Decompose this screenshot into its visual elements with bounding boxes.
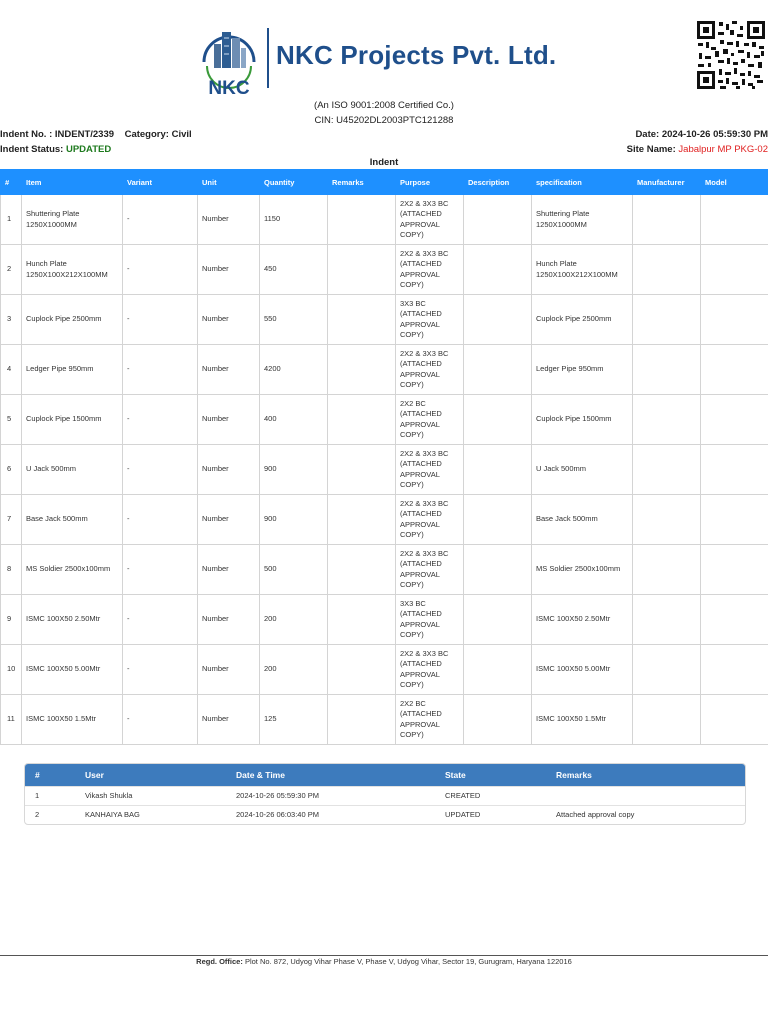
table-cell: 550: [260, 295, 328, 345]
table-cell: Cuplock Pipe 1500mm: [532, 395, 633, 445]
table-cell: [633, 645, 701, 695]
log-cell: 2: [25, 805, 75, 824]
table-cell: Ledger Pipe 950mm: [532, 345, 633, 395]
table-cell: Number: [198, 645, 260, 695]
table-cell: [464, 595, 532, 645]
table-cell: [701, 695, 768, 745]
table-cell: [328, 195, 396, 245]
column-header: #: [1, 170, 22, 195]
table-cell: -: [123, 695, 198, 745]
table-cell: -: [123, 195, 198, 245]
table-cell: 6: [1, 445, 22, 495]
table-cell: Number: [198, 345, 260, 395]
table-cell: 4200: [260, 345, 328, 395]
table-cell: 2X2 & 3X3 BC (ATTACHED APPROVAL COPY): [396, 645, 464, 695]
log-column-header: Remarks: [546, 764, 746, 786]
table-cell: [328, 395, 396, 445]
table-cell: 2X2 & 3X3 BC (ATTACHED APPROVAL COPY): [396, 345, 464, 395]
table-cell: 900: [260, 445, 328, 495]
table-row: [1, 395, 768, 445]
table-cell: [464, 395, 532, 445]
table-cell: Number: [198, 395, 260, 445]
table-cell: U Jack 500mm: [22, 445, 123, 495]
table-cell: Ledger Pipe 950mm: [22, 345, 123, 395]
log-column-header: Date & Time: [226, 764, 435, 786]
table-cell: [633, 245, 701, 295]
table-cell: [633, 345, 701, 395]
table-cell: 2X2 & 3X3 BC (ATTACHED APPROVAL COPY): [396, 495, 464, 545]
table-cell: [464, 695, 532, 745]
table-cell: Cuplock Pipe 2500mm: [22, 295, 123, 345]
table-cell: 3: [1, 295, 22, 345]
table-cell: -: [123, 395, 198, 445]
indent-number: Indent No. : INDENT/2339 Category: Civil: [0, 129, 192, 140]
table-row: [1, 595, 768, 645]
table-cell: Base Jack 500mm: [532, 495, 633, 545]
table-cell: [633, 495, 701, 545]
table-cell: [633, 595, 701, 645]
table-cell: [701, 395, 768, 445]
table-cell: 3X3 BC (ATTACHED APPROVAL COPY): [396, 595, 464, 645]
company-logo: [198, 22, 260, 98]
log-cell: UPDATED: [435, 805, 546, 824]
table-cell: [328, 345, 396, 395]
table-cell: Number: [198, 295, 260, 345]
table-row: [1, 245, 768, 295]
table-cell: -: [123, 345, 198, 395]
table-cell: [701, 645, 768, 695]
footer-divider: [0, 955, 768, 956]
table-cell: Cuplock Pipe 2500mm: [532, 295, 633, 345]
table-cell: [464, 245, 532, 295]
table-cell: [633, 295, 701, 345]
column-header: Model: [701, 170, 768, 195]
approval-log-table: [25, 764, 746, 824]
column-header: Variant: [123, 170, 198, 195]
indent-items-table: [0, 169, 768, 745]
table-cell: 4: [1, 345, 22, 395]
table-cell: ISMC 100X50 2.50Mtr: [22, 595, 123, 645]
table-row: [1, 645, 768, 695]
table-cell: Base Jack 500mm: [22, 495, 123, 545]
table-cell: -: [123, 495, 198, 545]
table-cell: 2X2 & 3X3 BC (ATTACHED APPROVAL COPY): [396, 545, 464, 595]
logo-divider: [267, 28, 269, 88]
approval-log: [24, 763, 746, 825]
table-cell: 2: [1, 245, 22, 295]
qr-code-icon: [696, 20, 766, 90]
log-cell: CREATED: [435, 786, 546, 805]
table-cell: ISMC 100X50 1.5Mtr: [22, 695, 123, 745]
table-cell: [464, 545, 532, 595]
column-header: Unit: [198, 170, 260, 195]
table-cell: 2X2 BC (ATTACHED APPROVAL COPY): [396, 395, 464, 445]
iso-certification: (An ISO 9001:2008 Certified Co.): [314, 100, 454, 111]
table-cell: [464, 645, 532, 695]
table-cell: 5: [1, 395, 22, 445]
table-cell: [633, 545, 701, 595]
table-cell: Number: [198, 195, 260, 245]
log-cell: Attached approval copy: [546, 805, 746, 824]
table-row: [1, 195, 768, 245]
table-cell: 200: [260, 645, 328, 695]
site-name: Site Name: Jabalpur MP PKG-02: [626, 144, 768, 155]
table-cell: [328, 695, 396, 745]
cin-number: CIN: U45202DL2003PTC121288: [314, 115, 454, 126]
table-cell: 2X2 & 3X3 BC (ATTACHED APPROVAL COPY): [396, 195, 464, 245]
table-cell: MS Soldier 2500x100mm: [532, 545, 633, 595]
company-name: NKC Projects Pvt. Ltd.: [276, 40, 557, 70]
table-cell: [701, 345, 768, 395]
table-cell: ISMC 100X50 1.5Mtr: [532, 695, 633, 745]
table-row: [1, 695, 768, 745]
table-cell: ISMC 100X50 2.50Mtr: [532, 595, 633, 645]
table-row: [1, 495, 768, 545]
column-header: Manufacturer: [633, 170, 701, 195]
table-cell: [701, 595, 768, 645]
table-cell: 125: [260, 695, 328, 745]
table-cell: 400: [260, 395, 328, 445]
table-row: [1, 345, 768, 395]
table-cell: [464, 345, 532, 395]
table-cell: [328, 295, 396, 345]
column-header: Remarks: [328, 170, 396, 195]
table-cell: [633, 195, 701, 245]
log-column-header: #: [25, 764, 75, 786]
table-cell: 900: [260, 495, 328, 545]
table-cell: 11: [1, 695, 22, 745]
table-cell: [328, 245, 396, 295]
table-cell: Number: [198, 245, 260, 295]
indent-date: Date: 2024-10-26 05:59:30 PM: [635, 129, 768, 140]
table-cell: 1: [1, 195, 22, 245]
indent-table-header: [1, 170, 768, 195]
table-cell: [701, 495, 768, 545]
table-cell: 450: [260, 245, 328, 295]
table-cell: [701, 245, 768, 295]
table-cell: Hunch Plate 1250X100X212X100MM: [532, 245, 633, 295]
table-row: [1, 545, 768, 595]
table-cell: Hunch Plate 1250X100X212X100MM: [22, 245, 123, 295]
log-column-header: User: [75, 764, 226, 786]
table-cell: [464, 195, 532, 245]
table-cell: [701, 295, 768, 345]
log-row: [25, 786, 746, 805]
table-cell: 1150: [260, 195, 328, 245]
table-cell: -: [123, 545, 198, 595]
logo-text: NKC: [208, 78, 250, 98]
table-cell: 8: [1, 545, 22, 595]
table-cell: 2X2 & 3X3 BC (ATTACHED APPROVAL COPY): [396, 245, 464, 295]
table-cell: 2X2 BC (ATTACHED APPROVAL COPY): [396, 695, 464, 745]
table-cell: Number: [198, 545, 260, 595]
indent-status: Indent Status: UPDATED: [0, 144, 112, 155]
table-cell: -: [123, 245, 198, 295]
table-cell: 9: [1, 595, 22, 645]
table-cell: 7: [1, 495, 22, 545]
table-cell: Number: [198, 445, 260, 495]
approval-log-header: [25, 764, 746, 786]
log-row: [25, 805, 746, 824]
log-cell: [546, 786, 746, 805]
log-cell: 1: [25, 786, 75, 805]
table-row: [1, 445, 768, 495]
table-cell: [633, 695, 701, 745]
indent-table-title: Indent: [369, 157, 399, 168]
table-cell: [328, 645, 396, 695]
table-cell: Shuttering Plate 1250X1000MM: [532, 195, 633, 245]
table-cell: Number: [198, 595, 260, 645]
table-cell: Number: [198, 495, 260, 545]
table-cell: [464, 295, 532, 345]
registered-office: Regd. Office: Plot No. 872, Udyog Vihar Phase V, Phase V, Udyog Vihar, Sector 19, Gurugram, Haryana 122016: [196, 957, 572, 966]
table-cell: -: [123, 445, 198, 495]
log-column-header: State: [435, 764, 546, 786]
table-cell: [633, 445, 701, 495]
table-cell: 2X2 & 3X3 BC (ATTACHED APPROVAL COPY): [396, 445, 464, 495]
table-cell: U Jack 500mm: [532, 445, 633, 495]
table-row: [1, 295, 768, 345]
table-cell: 200: [260, 595, 328, 645]
column-header: Purpose: [396, 170, 464, 195]
table-cell: [328, 495, 396, 545]
table-cell: -: [123, 645, 198, 695]
table-cell: [328, 595, 396, 645]
table-cell: 10: [1, 645, 22, 695]
table-cell: [701, 545, 768, 595]
table-cell: 500: [260, 545, 328, 595]
column-header: Description: [464, 170, 532, 195]
table-cell: [701, 195, 768, 245]
table-cell: MS Soldier 2500x100mm: [22, 545, 123, 595]
column-header: Quantity: [260, 170, 328, 195]
table-cell: Number: [198, 695, 260, 745]
column-header: specification: [532, 170, 633, 195]
table-cell: Shuttering Plate 1250X1000MM: [22, 195, 123, 245]
table-cell: -: [123, 295, 198, 345]
table-cell: [701, 445, 768, 495]
log-cell: 2024-10-26 05:59:30 PM: [226, 786, 435, 805]
table-cell: Cuplock Pipe 1500mm: [22, 395, 123, 445]
table-cell: 3X3 BC (ATTACHED APPROVAL COPY): [396, 295, 464, 345]
table-cell: ISMC 100X50 5.00Mtr: [22, 645, 123, 695]
table-cell: [464, 445, 532, 495]
table-cell: ISMC 100X50 5.00Mtr: [532, 645, 633, 695]
status-badge: UPDATED: [65, 144, 112, 155]
log-cell: 2024-10-26 06:03:40 PM: [226, 805, 435, 824]
table-cell: -: [123, 595, 198, 645]
document-header: [0, 18, 768, 98]
log-cell: Vikash Shukla: [75, 786, 226, 805]
table-cell: [633, 395, 701, 445]
table-cell: [328, 445, 396, 495]
table-cell: [328, 545, 396, 595]
log-cell: KANHAIYA BAG: [75, 805, 226, 824]
table-cell: [464, 495, 532, 545]
column-header: Item: [22, 170, 123, 195]
